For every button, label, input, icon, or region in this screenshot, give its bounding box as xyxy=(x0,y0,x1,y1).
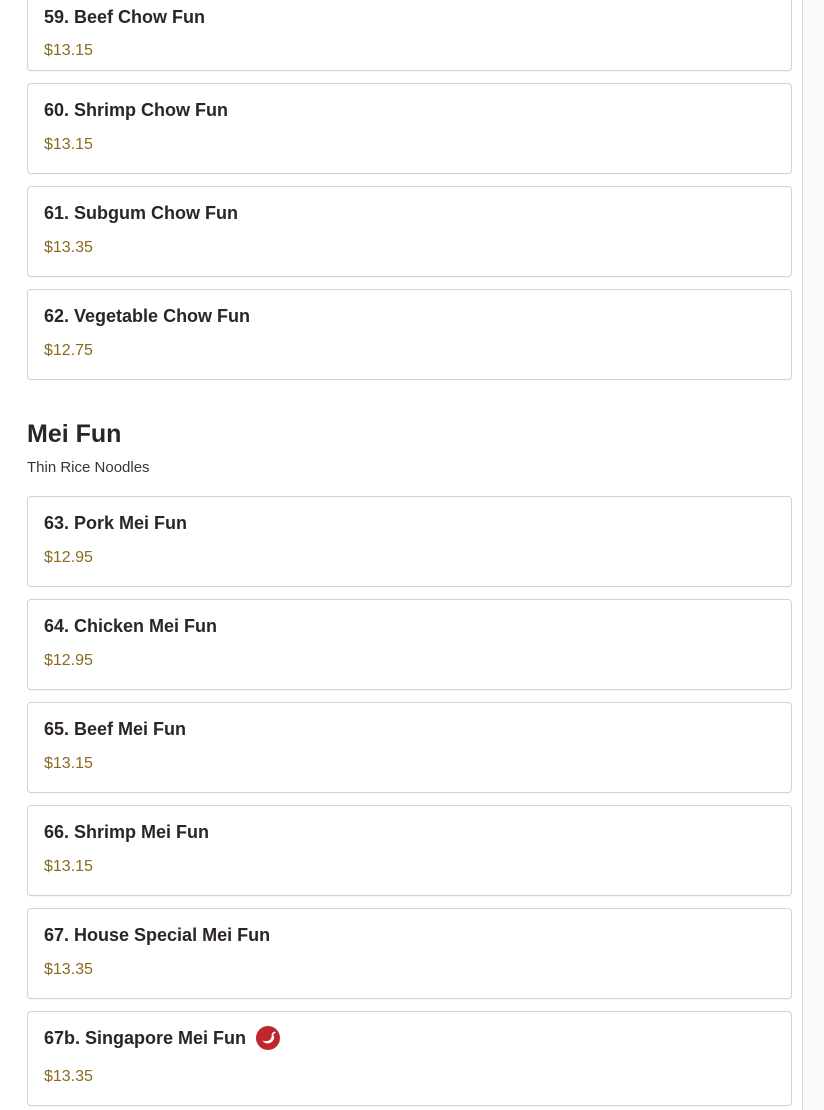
item-name: 67b. Singapore Mei Fun xyxy=(44,1027,247,1048)
item-price: $13.35 xyxy=(44,239,93,256)
menu-item-card[interactable] xyxy=(27,805,792,896)
menu-item-card[interactable] xyxy=(27,0,792,71)
menu-item-card[interactable] xyxy=(27,186,792,277)
spicy-pepper-icon xyxy=(256,1026,280,1050)
item-name: 62. Vegetable Chow Fun xyxy=(44,306,251,326)
item-price: $12.95 xyxy=(44,549,93,566)
item-name: 64. Chicken Mei Fun xyxy=(44,616,218,636)
item-name: 65. Beef Mei Fun xyxy=(44,719,187,739)
item-price: $13.15 xyxy=(44,42,93,59)
item-name: 59. Beef Chow Fun xyxy=(44,7,206,27)
item-price: $13.35 xyxy=(44,961,93,978)
item-name: 66. Shrimp Mei Fun xyxy=(44,822,210,842)
item-name: 61. Subgum Chow Fun xyxy=(44,203,238,223)
menu-item-card[interactable] xyxy=(27,83,792,174)
menu-item-card[interactable] xyxy=(27,289,792,380)
section-title: Mei Fun xyxy=(27,420,122,448)
menu-item-card[interactable] xyxy=(27,599,792,690)
item-price: $13.15 xyxy=(44,755,93,772)
menu-item-card[interactable] xyxy=(27,702,792,793)
item-price: $12.95 xyxy=(44,652,93,669)
menu-item-card[interactable] xyxy=(27,496,792,587)
item-name: 63. Pork Mei Fun xyxy=(44,513,188,533)
item-price: $13.35 xyxy=(44,1068,93,1085)
item-name-row xyxy=(44,1026,280,1050)
section-subtitle: Thin Rice Noodles xyxy=(27,459,150,476)
menu-item-card[interactable] xyxy=(27,908,792,999)
item-name: 60. Shrimp Chow Fun xyxy=(44,100,229,120)
item-price: $13.15 xyxy=(44,858,93,875)
menu-item-card[interactable] xyxy=(27,1011,792,1106)
item-price: $12.75 xyxy=(44,342,93,359)
item-price: $13.15 xyxy=(44,136,93,153)
item-name: 67. House Special Mei Fun xyxy=(44,925,271,945)
